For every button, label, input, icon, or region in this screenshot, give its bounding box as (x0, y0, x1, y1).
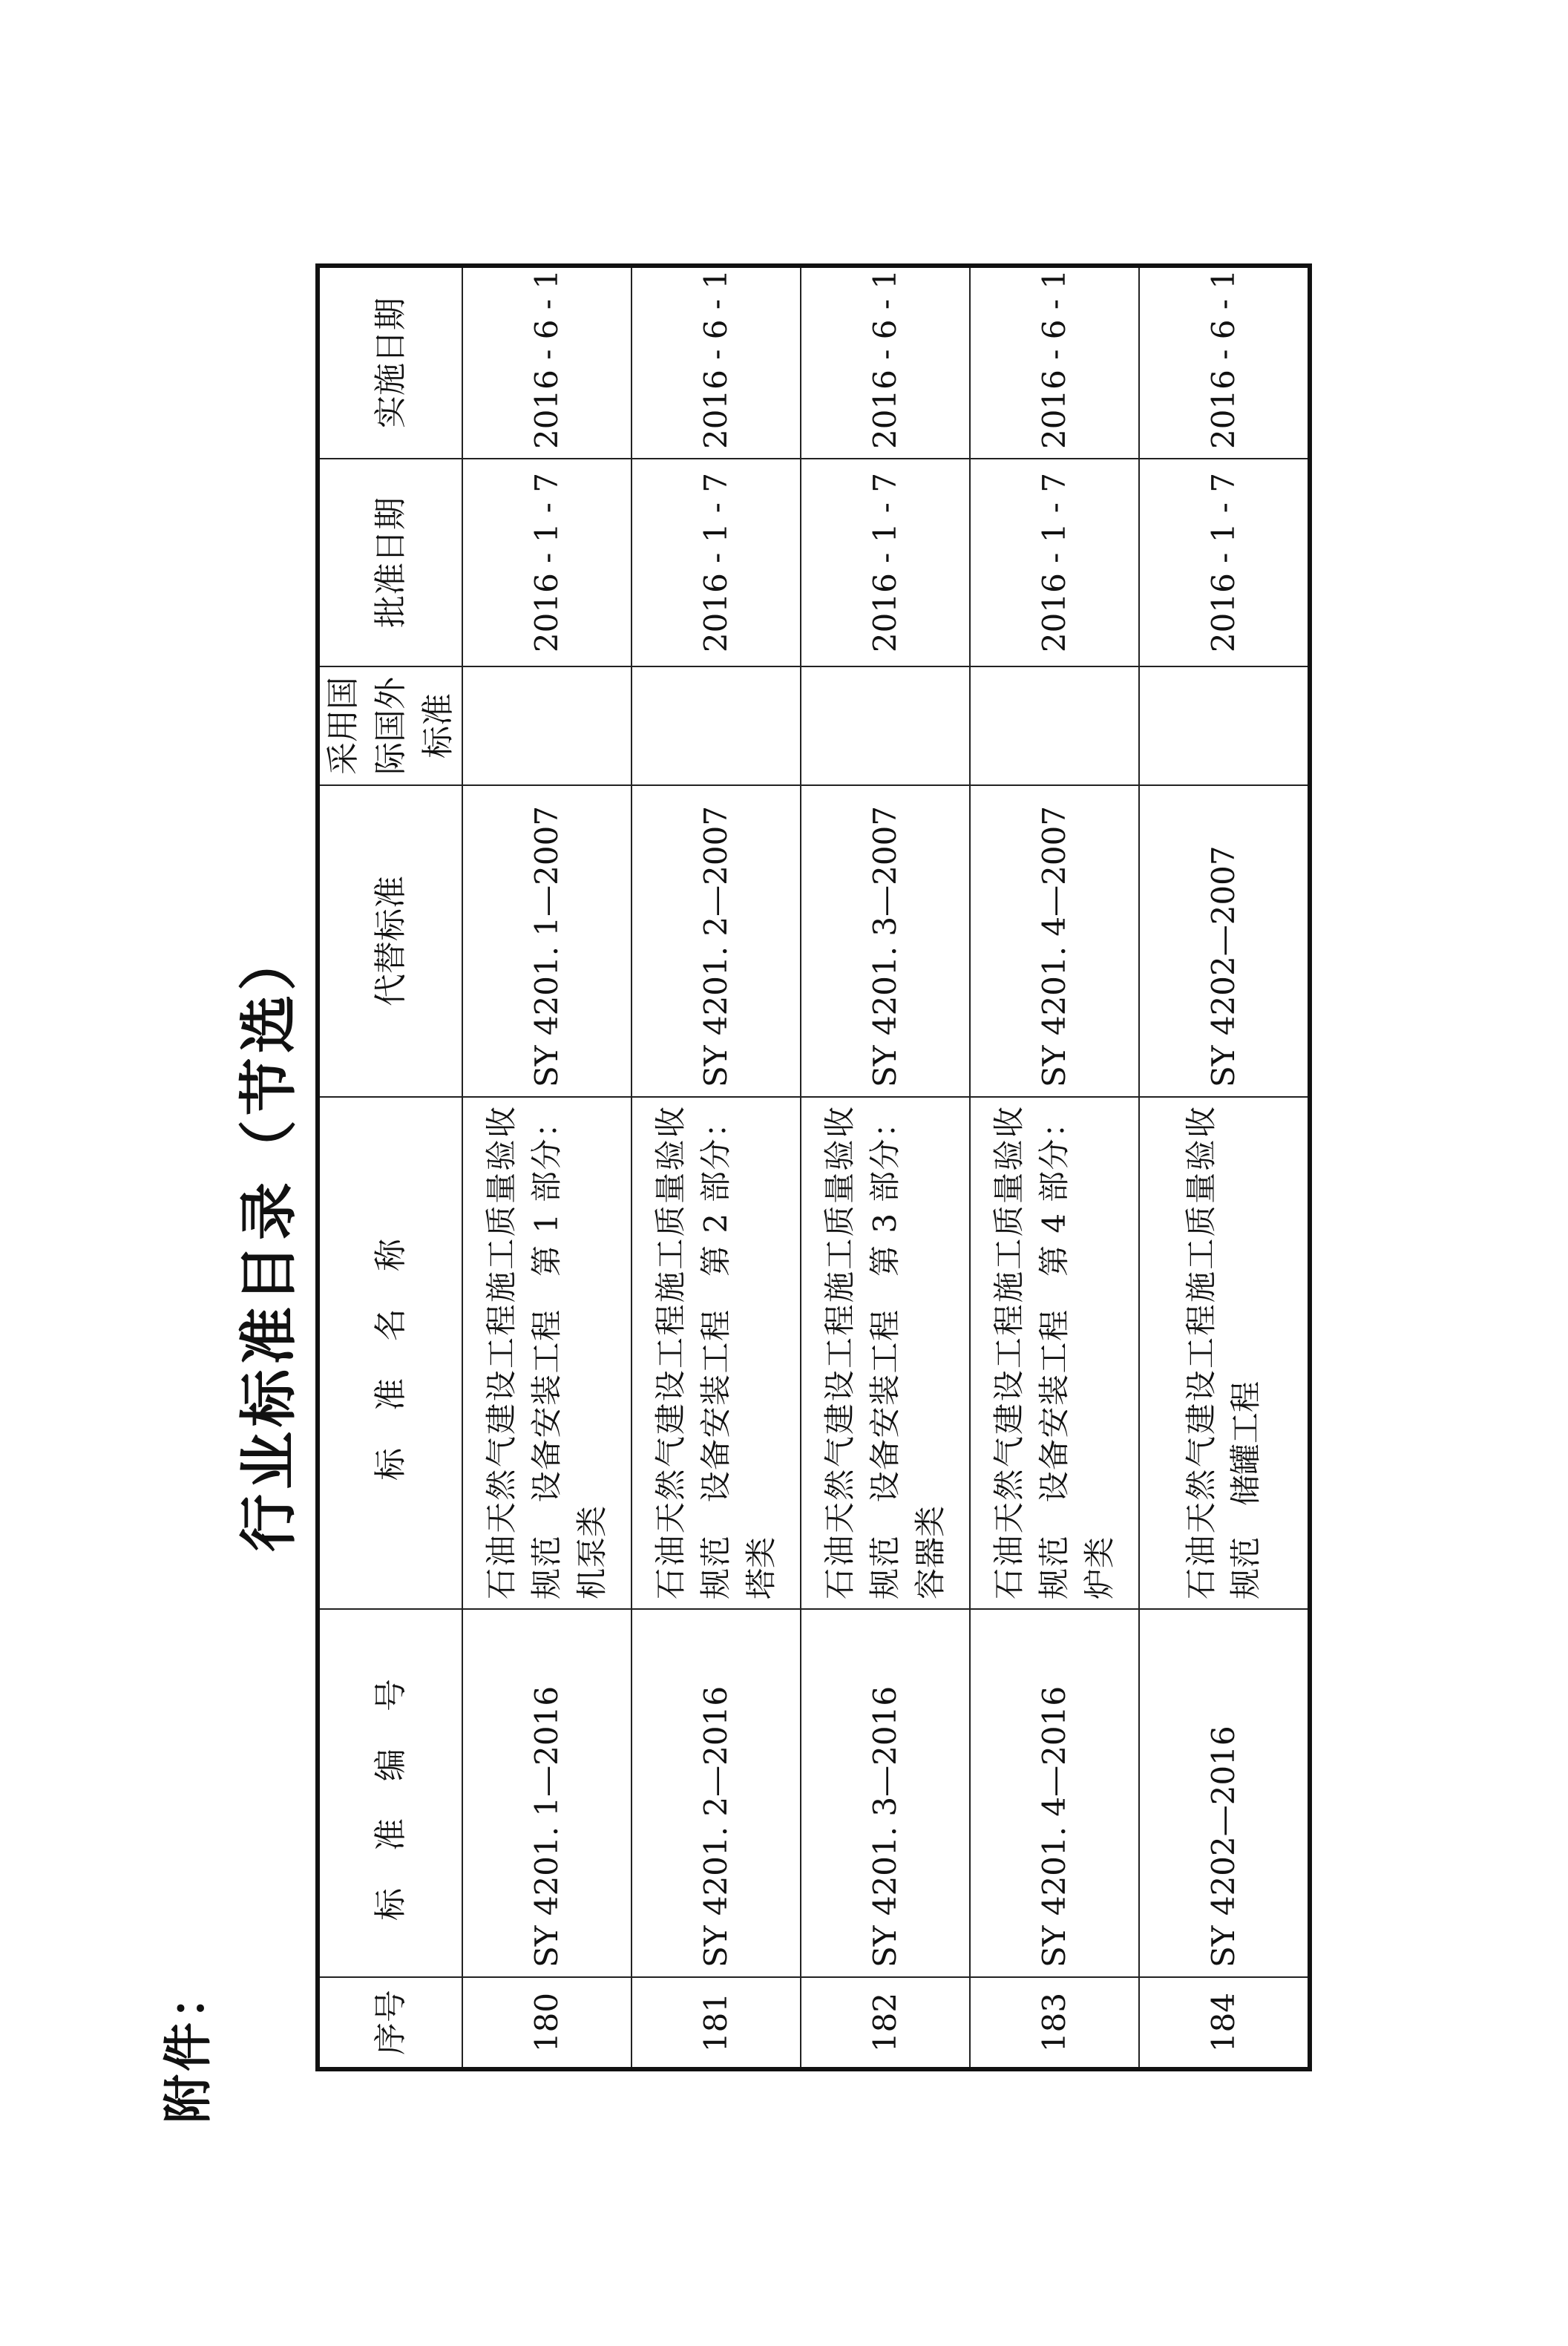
cell-implemented: 2016 - 6 - 1 (801, 266, 970, 459)
table-header (318, 266, 462, 2069)
attachment-label: 附件： (160, 1967, 217, 2123)
cell-approved: 2016 - 1 - 7 (801, 459, 970, 666)
cell-replaces: SY 4202—2007 (1139, 785, 1310, 1097)
cell-code: SY 4201. 2—2016 (632, 1609, 801, 1977)
header-intl: 采用国际国外标准 (318, 666, 462, 785)
cell-replaces: SY 4201. 3—2007 (801, 785, 970, 1097)
cell-replaces: SY 4201. 2—2007 (632, 785, 801, 1097)
cell-seq: 182 (801, 1977, 970, 2069)
cell-seq: 181 (632, 1977, 801, 2069)
header-replaces: 代替标准 (318, 785, 462, 1097)
cell-approved: 2016 - 1 - 7 (1139, 459, 1310, 666)
cell-seq: 180 (462, 1977, 632, 2069)
table-row (970, 266, 1139, 2069)
cell-name: 石油天然气建设工程施工质量验收规范 设备安装工程 第 1 部分：机泵类 (462, 1097, 632, 1609)
cell-intl (801, 666, 970, 785)
standards-table (315, 263, 1312, 2071)
cell-seq: 183 (970, 1977, 1139, 2069)
cell-name: 石油天然气建设工程施工质量验收规范 设备安装工程 第 3 部分：容器类 (801, 1097, 970, 1609)
header-approved: 批准日期 (318, 459, 462, 666)
table-row (462, 266, 632, 2069)
cell-replaces: SY 4201. 1—2007 (462, 785, 632, 1097)
cell-name: 石油天然气建设工程施工质量验收规范 储罐工程 (1139, 1097, 1310, 1609)
table-row (632, 266, 801, 2069)
cell-code: SY 4201. 4—2016 (970, 1609, 1139, 1977)
cell-replaces: SY 4201. 4—2007 (970, 785, 1139, 1097)
cell-intl (632, 666, 801, 785)
cell-intl (970, 666, 1139, 785)
cell-name: 石油天然气建设工程施工质量验收规范 设备安装工程 第 2 部分：塔类 (632, 1097, 801, 1609)
table-row (801, 266, 970, 2069)
cell-code: SY 4201. 3—2016 (801, 1609, 970, 1977)
header-implemented: 实施日期 (318, 266, 462, 459)
cell-intl (462, 666, 632, 785)
cell-approved: 2016 - 1 - 7 (970, 459, 1139, 666)
cell-implemented: 2016 - 6 - 1 (632, 266, 801, 459)
cell-intl (1139, 666, 1310, 785)
cell-code: SY 4201. 1—2016 (462, 1609, 632, 1977)
header-row (318, 266, 462, 2069)
document-title: 行业标准目录（节选） (236, 928, 303, 1553)
header-name: 标 准 名 称 (318, 1097, 462, 1609)
cell-code: SY 4202—2016 (1139, 1609, 1310, 1977)
header-code: 标 准 编 号 (318, 1609, 462, 1977)
cell-seq: 184 (1139, 1977, 1310, 2069)
header-seq: 序号 (318, 1977, 462, 2069)
cell-approved: 2016 - 1 - 7 (632, 459, 801, 666)
table-row (1139, 266, 1310, 2069)
cell-name: 石油天然气建设工程施工质量验收规范 设备安装工程 第 4 部分：炉类 (970, 1097, 1139, 1609)
cell-implemented: 2016 - 6 - 1 (970, 266, 1139, 459)
cell-approved: 2016 - 1 - 7 (462, 459, 632, 666)
table-body (462, 266, 1310, 2069)
cell-implemented: 2016 - 6 - 1 (462, 266, 632, 459)
cell-implemented: 2016 - 6 - 1 (1139, 266, 1310, 459)
